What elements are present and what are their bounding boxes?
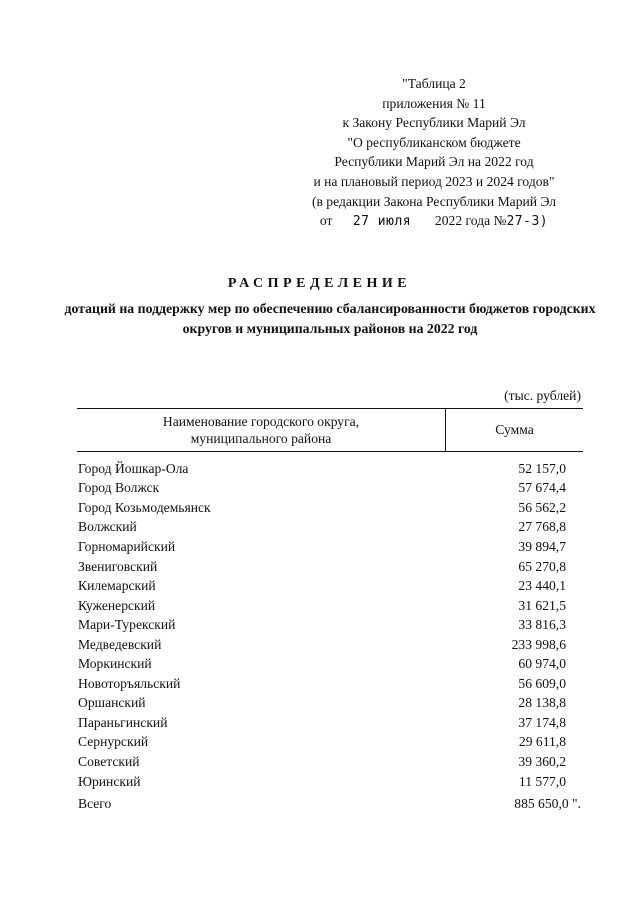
row-sum: 52 157,0 <box>518 460 566 476</box>
row-name: Новоторъяльский <box>78 675 181 691</box>
header-line: (в редакции Закона Республики Марий Эл <box>311 193 557 209</box>
table-row <box>78 635 566 655</box>
total-label: Всего <box>78 796 112 811</box>
row-name: Куженерский <box>78 597 156 613</box>
handwritten-date: 27 июля <box>352 214 412 230</box>
row-name: Юринский <box>78 773 141 789</box>
row-sum: 23 440,1 <box>518 578 566 594</box>
row-name: Моркинский <box>78 656 152 672</box>
row-sum: 11 577,0 <box>518 773 566 789</box>
row-name: Советский <box>78 753 140 769</box>
header-line: "О республиканском бюджете <box>347 134 521 150</box>
row-sum: 60 974,0 <box>518 656 566 672</box>
row-name: Килемарский <box>78 578 156 594</box>
table-row <box>78 459 566 479</box>
header-line: Республики Марий Эл на 2022 год <box>334 154 534 170</box>
row-name: Город Козьмодемьянск <box>78 499 211 515</box>
document-subtitle: дотаций на поддержку мер по обеспечению сбалансированности бюджетов городских округов и муниципальных районов на 2022 год <box>64 301 596 336</box>
header-line: приложения № 11 <box>382 95 486 111</box>
table-row <box>78 518 566 538</box>
table-row <box>78 752 566 772</box>
row-sum: 33 816,3 <box>518 617 566 633</box>
row-sum: 28 138,8 <box>518 695 566 711</box>
table-row <box>78 537 566 557</box>
row-name: Горномарийский <box>78 538 176 554</box>
document-header <box>300 74 568 232</box>
table-row <box>78 713 566 733</box>
handwritten-number: 27-З) <box>506 214 549 230</box>
header-date-line <box>300 211 568 232</box>
units-label: (тыс. рублей) <box>504 388 581 403</box>
table-header <box>77 408 583 452</box>
row-sum: 56 562,2 <box>518 499 566 515</box>
row-sum: 57 674,4 <box>518 480 566 496</box>
header-line: к Закону Республики Марий Эл <box>342 115 526 131</box>
table-row <box>78 772 566 792</box>
row-name: Мари-Турекский <box>78 617 176 633</box>
column-header-name: Наименование городского округа, муниципального района <box>77 409 446 451</box>
row-name: Сернурский <box>78 734 149 750</box>
row-sum: 31 621,5 <box>518 597 566 613</box>
table-row <box>78 596 566 616</box>
document-title: РАСПРЕДЕЛЕНИЕ <box>227 276 412 291</box>
row-name: Медведевский <box>78 636 162 652</box>
total-row <box>78 796 581 812</box>
row-name: Город Волжск <box>78 480 160 496</box>
row-sum: 233 998,6 <box>511 636 566 652</box>
table-row <box>78 615 566 635</box>
header-line: и на плановый период 2023 и 2024 годов" <box>313 173 555 189</box>
row-name: Город Йошкар-Ола <box>78 460 189 476</box>
date-suffix: 2022 года № <box>434 213 507 229</box>
table-body <box>78 459 566 791</box>
row-name: Волжский <box>78 519 137 535</box>
table-row <box>78 654 566 674</box>
row-sum: 37 174,8 <box>518 714 566 730</box>
row-sum: 39 894,7 <box>518 538 566 554</box>
table-row <box>78 498 566 518</box>
column-header-sum: Сумма <box>495 422 534 437</box>
table-row <box>78 694 566 714</box>
table-row <box>78 479 566 499</box>
table-row <box>78 576 566 596</box>
table-row <box>78 557 566 577</box>
row-sum: 39 360,2 <box>518 753 566 769</box>
row-sum: 29 611,8 <box>518 734 566 750</box>
row-sum: 65 270,8 <box>518 558 566 574</box>
row-sum: 27 768,8 <box>518 519 566 535</box>
table-row <box>78 674 566 694</box>
row-name: Параньгинский <box>78 714 168 730</box>
header-line: "Таблица 2 <box>402 76 466 91</box>
row-name: Звениговский <box>78 558 158 574</box>
row-sum: 56 609,0 <box>518 675 566 691</box>
date-prefix: от <box>319 213 333 229</box>
total-value: 885 650,0 ". <box>514 796 581 811</box>
table-row <box>78 733 566 753</box>
row-name: Оршанский <box>78 695 146 711</box>
